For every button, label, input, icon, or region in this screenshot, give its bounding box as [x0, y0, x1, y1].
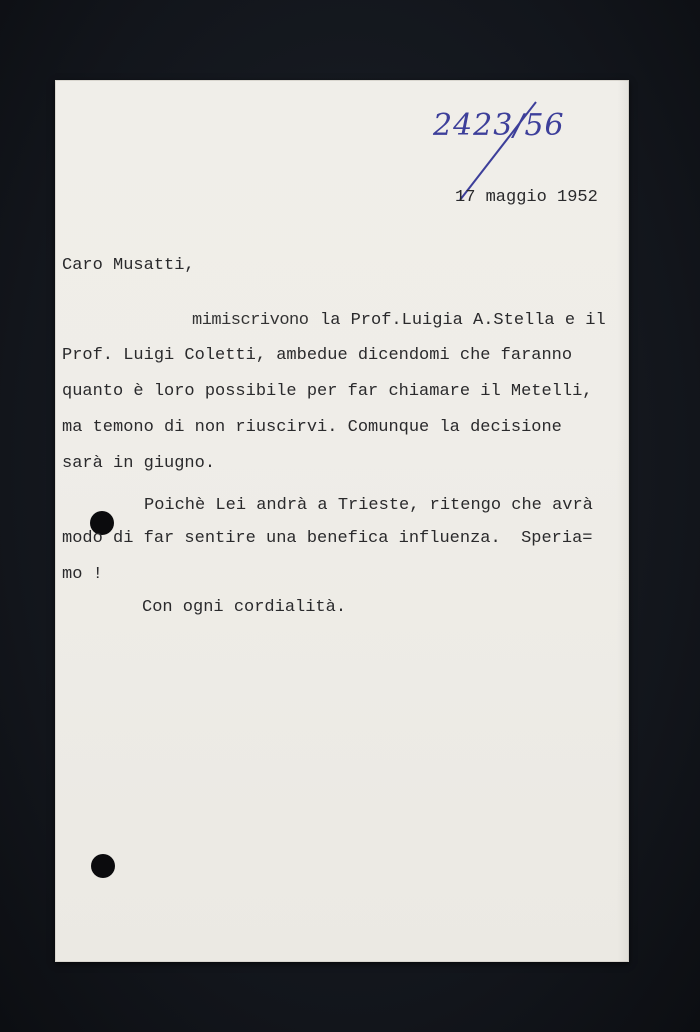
letter-sheet [55, 80, 629, 962]
handwritten-reference-number: 2423/56 [433, 108, 565, 143]
body-line-6: Poichè Lei andrà a Trieste, ritengo che avrà [144, 496, 593, 515]
letter-greeting: Caro Musatti, [62, 256, 195, 275]
body-line-2: Prof. Luigi Coletti, ambedue dicendomi che faranno [62, 346, 573, 365]
closing-line: Con ogni cordialità. [142, 598, 347, 617]
punch-hole-bottom [91, 854, 115, 878]
body-line-5: sarà in giugno. [62, 454, 216, 473]
body-line-7: modo di far sentire una benefica influenza. Speria= [62, 529, 593, 548]
body-line-3: quanto è loro possibile per far chiamare il Metelli, [62, 382, 593, 401]
body-line-1: la Prof.Luigia A.Stella e il [320, 311, 606, 330]
body-line-4: ma temono di non riuscirvi. Comunque la decisione [62, 418, 562, 437]
letter-date: 17 maggio 1952 [455, 188, 598, 207]
overtyped-word: mimiscrivono [192, 311, 309, 330]
body-line-8: mo ! [62, 565, 103, 584]
